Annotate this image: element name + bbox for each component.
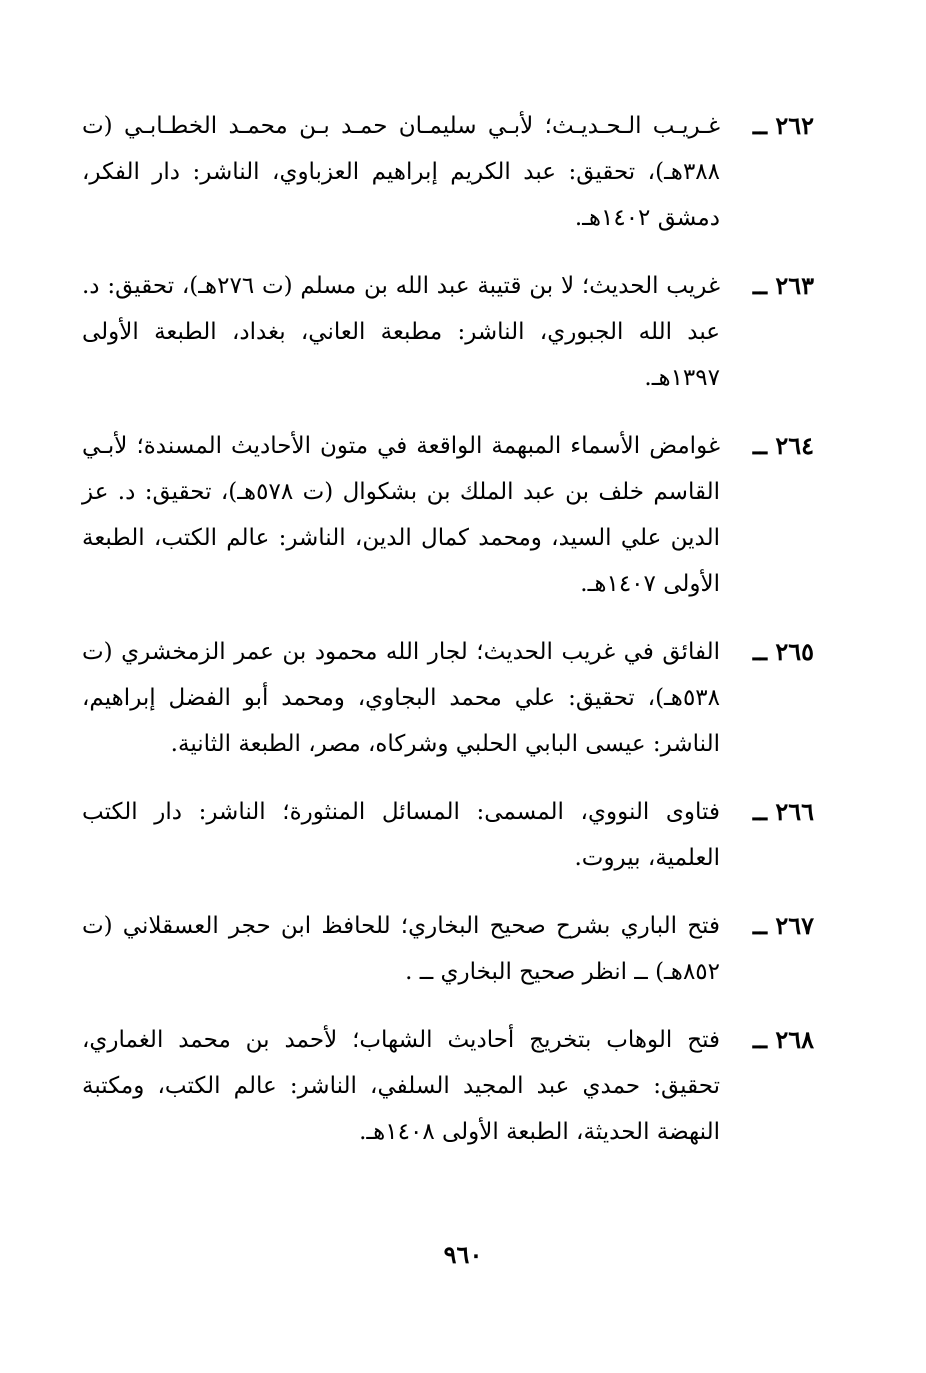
bibliography-entry [82, 789, 814, 881]
entry-text: فتاوى النووي، المسمى: المسائل المنثورة؛ الناشر: دار الكتب العلمية، بيروت. [82, 799, 720, 871]
entry-number: ٢٦٤ ــ [752, 431, 814, 460]
entry-number: ٢٦٧ ــ [752, 911, 814, 940]
page-number: ٩٦٠ [443, 1240, 483, 1269]
entry-number: ٢٦٥ ــ [752, 637, 814, 666]
bibliography-entry [82, 903, 814, 995]
entry-number: ٢٦٣ ــ [752, 271, 814, 300]
bibliography-entry [82, 423, 814, 607]
entry-number: ٢٦٨ ــ [752, 1025, 814, 1054]
entry-text: غريب الحديث؛ لا بن قتيبة عبد الله بن مسلم (ت ٢٧٦هـ)، تحقيق: د. عبد الله الجبوري، الناشر: مطبعة العاني، بغداد، الطبعة الأولى ١٣٩٧هـ. [82, 273, 720, 391]
bibliography-entry [82, 263, 814, 401]
entry-text: غوامض الأسماء المبهمة الواقعة في متون الأحاديث المسندة؛ لأبـي القاسم خلف بن عبد الملك بن بشكوال (ت ٥٧٨هـ)، تحقيق: د. عز الدين علي السيد، ومحمد كمال الدين، الناشر: عالم الكتب، الطبعة الأولى ١٤٠٧هـ. [82, 433, 720, 597]
bibliography-entry [82, 1017, 814, 1155]
entry-text: فتح الباري بشرح صحيح البخاري؛ للحافظ ابن حجر العسقلاني (ت ٨٥٢هـ) ــ انظر صحيح البخاري ــ . [82, 913, 720, 985]
bibliography-entry [82, 103, 814, 241]
entry-text: فتح الوهاب بتخريج أحاديث الشهاب؛ لأحمد بن محمد الغماري، تحقيق: حمدي عبد المجيد السلفي، الناشر: عالم الكتب، ومكتبة النهضة الحديثة، الطبعة الأولى ١٤٠٨هـ. [82, 1027, 720, 1145]
entry-text: الفائق في غريب الحديث؛ لجار الله محمود بن عمر الزمخشري (ت ٥٣٨هـ)، تحقيق: علي محمد البجاوي، ومحمد أبو الفضل إبراهيم، الناشر: عيسى البابي الحلبي وشركاه، مصر، الطبعة الثانية. [82, 639, 720, 757]
entry-text: غـريـب الـحـديـث؛ لأبـي سليمـان حمـد بـن محمـد الخطـابـي (ت ٣٨٨هـ)، تحقيق: عبد الكريم إبراهيم العزباوي، الناشر: دار الفكر، دمشق ١٤٠٢هـ. [82, 113, 720, 231]
bibliography-entry [82, 629, 814, 767]
bibliography-list [82, 103, 814, 1177]
entry-number: ٢٦٢ ــ [752, 111, 814, 140]
entry-number: ٢٦٦ ــ [752, 797, 814, 826]
